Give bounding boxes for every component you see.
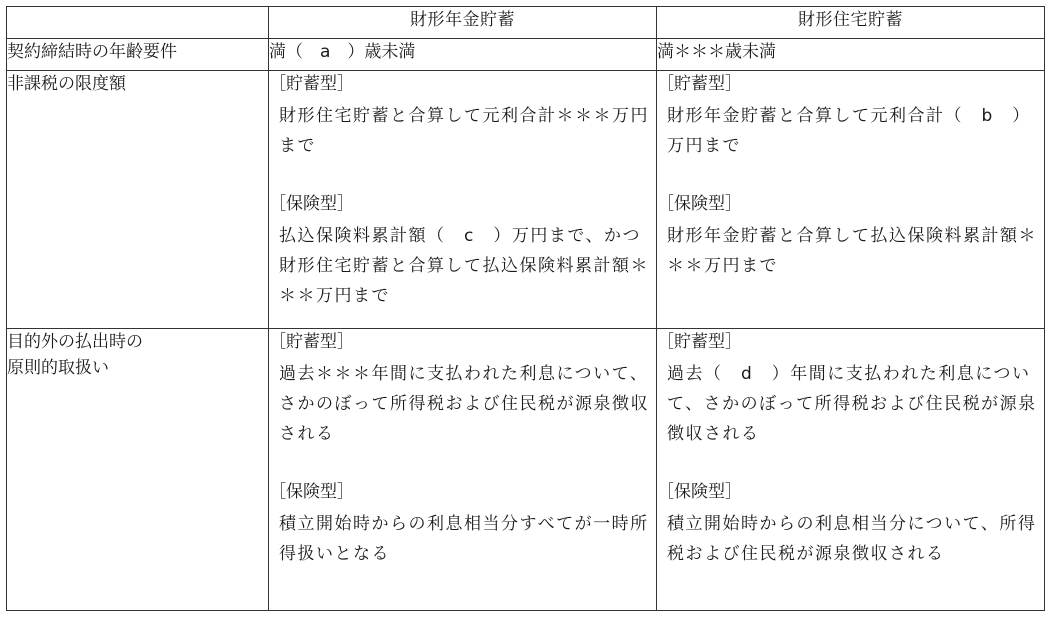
non-purpose-withdrawal-row [7,329,1045,611]
tax-exempt-limit-label: 非課税の限度額 [7,71,269,329]
savings-type-heading: ［貯蓄型］ [269,74,354,94]
withdrawal-housing [657,329,1045,611]
savings-type-heading: ［貯蓄型］ [657,74,742,94]
age-requirement-label: 契約締結時の年齢要件 [7,39,269,71]
withdrawal-label-line1: 目的外の払出時の [7,332,143,352]
withdrawal-pension [269,329,657,611]
header-row [7,7,1045,39]
tax-exempt-limit-pension [269,71,657,329]
age-requirement-pension: 満（ a ）歳未満 [269,39,657,71]
age-requirement-housing: 満＊＊＊歳未満 [657,39,1045,71]
insurance-type-heading: ［保険型］ [657,482,742,502]
savings-type-heading: ［貯蓄型］ [269,332,354,352]
tax-exempt-limit-row [7,71,1045,329]
savings-type-text: 過去（ d ）年間に支払われた利息について、さかのぼって所得税および住民税が源泉徴収される [667,364,1037,444]
savings-type-text: 過去＊＊＊年間に支払われた利息について、さかのぼって所得税および住民税が源泉徴収される [279,364,649,444]
insurance-type-heading: ［保険型］ [269,194,354,214]
non-purpose-withdrawal-label [7,329,269,611]
insurance-type-text: 積立開始時からの利息相当分について、所得税および住民税が源泉徴収される [667,514,1037,564]
insurance-type-heading: ［保険型］ [657,194,742,214]
tax-exempt-limit-housing [657,71,1045,329]
savings-type-text: 財形年金貯蓄と合算して元利合計（ b ）万円まで [667,106,1031,156]
savings-comparison-table [6,6,1045,611]
withdrawal-label-line2: 原則的取扱い [7,358,109,378]
insurance-type-heading: ［保険型］ [269,482,354,502]
insurance-type-text: 財形年金貯蓄と合算して払込保険料累計額＊＊＊万円まで [667,226,1037,276]
savings-type-text: 財形住宅貯蓄と合算して元利合計＊＊＊万円まで [279,106,649,156]
header-empty-cell [7,7,269,39]
savings-type-heading: ［貯蓄型］ [657,332,742,352]
header-housing-savings: 財形住宅貯蓄 [657,7,1045,39]
insurance-type-text: 積立開始時からの利息相当分すべてが一時所得扱いとなる [279,514,649,564]
insurance-type-text: 払込保険料累計額（ c ）万円まで、かつ財形住宅貯蓄と合算して払込保険料累計額＊＊＊万円まで [279,226,649,306]
header-pension-savings: 財形年金貯蓄 [269,7,657,39]
age-requirement-row [7,39,1045,71]
